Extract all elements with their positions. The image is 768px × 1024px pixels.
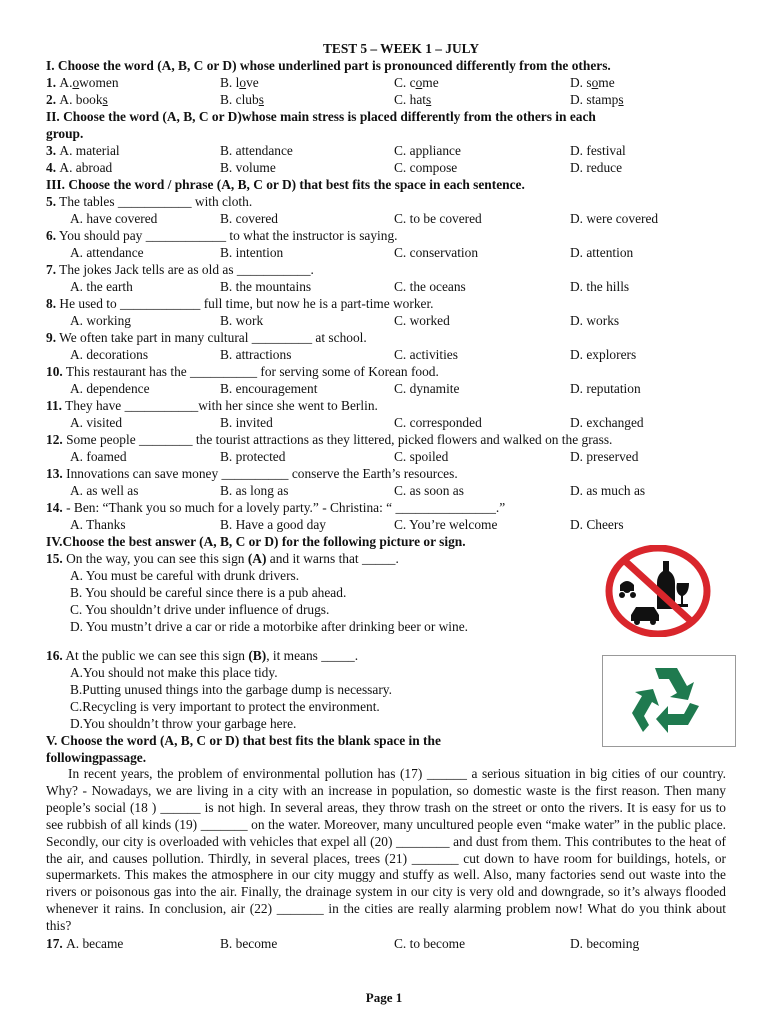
- question-stem: 9. We often take part in many cultural _________ at school.: [46, 330, 367, 345]
- answer-options: A. visited B. invited C. corresponded D. exchanged: [70, 415, 644, 430]
- answer-options: A. as well as B. as long as C. as soon as D. as much as: [70, 483, 646, 498]
- question-1: 1. A.owomen B. love C. come D. some: [46, 75, 615, 90]
- answer-options: A. decorations B. attractions C. activities D. explorers: [70, 347, 637, 362]
- section-2-heading: II. Choose the word (A, B, C or D)whose main stress is placed differently from the others in each group.: [46, 109, 596, 141]
- section-1-heading: I. Choose the word (A, B, C or D) whose underlined part is pronounced differently from the others.: [46, 58, 611, 73]
- recycling-sign-icon: [602, 655, 736, 747]
- question-stem: 11. They have ___________with her since she went to Berlin.: [46, 398, 378, 413]
- no-drink-driving-sign-icon: [605, 545, 711, 637]
- question-16-option: C.Recycling is very important to protect the environment.: [70, 699, 380, 714]
- question-stem: 6. You should pay ____________ to what the instructor is saying.: [46, 228, 398, 243]
- worksheet-page: [46, 40, 726, 952]
- section-4-heading: IV.Choose the best answer (A, B, C or D) for the following picture or sign.: [46, 534, 466, 549]
- page-footer: Page 1: [365, 990, 403, 1005]
- answer-options: A. foamed B. protected C. spoiled D. preserved: [70, 449, 639, 464]
- question-stem: 7. The jokes Jack tells are as old as ___________.: [46, 262, 314, 277]
- question-17: 17. A. became B. become C. to become D. becoming: [46, 936, 640, 952]
- question-15-option: A. You must be careful with drunk drivers.: [70, 568, 300, 583]
- answer-options: A. Thanks B. Have a good day C. You’re welcome D. Cheers: [70, 517, 624, 532]
- reading-passage: In recent years, the problem of environmental pollution has (17) ______ a serious situation in big cities of our country. Why? - Nowadays, we are living in a city with an increase in population, so domestic waste is the first reason. Then many people’s social (18 ) ______ is not high. In several areas, they throw trash on the street or onto the rivers. It is easy for us to see rubbish of all kinds (19) _______ on the water. Moreover, many uncultured people even “make water” in the public place. Secondly, our city is overloaded with vehicles that expel all (20) ________ and dust from them. This contributes to the heat of the air, and causes pollution. Thirdly, in several places, trees (21) _______ cut down to have room for buildings, hotels, or supermarkets. This makes the atmosphere in our city muggy and stuffy as well. Also, many factories send out waste into the rivers or poisonous gas into the air. Finally, the drainage system in our city is very old and downgrade, so it’s always flooded whenever it rains. In conclusion, air (22) _______ in the cities are really alarming problem now! What do you think about this?: [46, 766, 726, 934]
- page-title: TEST 5 – WEEK 1 – JULY: [322, 41, 480, 56]
- answer-options: A. dependence B. encouragement C. dynamite D. reputation: [70, 381, 641, 396]
- question-16-option: B.Putting unused things into the garbage dump is necessary.: [70, 682, 392, 697]
- question-15-option: D. You mustn’t drive a car or ride a motorbike after drinking beer or wine.: [70, 619, 469, 634]
- question-15-option: C. You shouldn’t drive under influence of drugs.: [70, 602, 330, 617]
- question-stem: 12. Some people ________ the tourist attractions as they littered, picked flowers and walked on the grass.: [46, 432, 613, 447]
- section-3-heading: III. Choose the word / phrase (A, B, C or D) that best fits the space in each sentence.: [46, 177, 525, 192]
- question-16-stem: 16. At the public we can see this sign (B), it means _____.: [46, 648, 359, 663]
- question-4: 4. A. abroad B. volume C. compose D. reduce: [46, 160, 623, 175]
- answer-options: A. working B. work C. worked D. works: [70, 313, 620, 328]
- question-stem: 13. Innovations can save money __________ conserve the Earth’s resources.: [46, 466, 458, 481]
- question-16-option: A.You should not make this place tidy.: [70, 665, 278, 680]
- answer-options: A. have covered B. covered C. to be covered D. were covered: [70, 211, 659, 226]
- question-15-option: B. You should be careful since there is a pub ahead.: [70, 585, 347, 600]
- answer-options: A. attendance B. intention C. conservation D. attention: [70, 245, 634, 260]
- question-stem: 14. - Ben: “Thank you so much for a lovely party.” - Christina: “ _______________.”: [46, 500, 506, 515]
- question-number: 1.: [46, 75, 57, 90]
- answer-options: A. the earth B. the mountains C. the oceans D. the hills: [70, 279, 630, 294]
- question-15-stem: 15. On the way, you can see this sign (A) and it warns that _____.: [46, 551, 399, 566]
- question-16-option: D.You shouldn’t throw your garbage here.: [70, 716, 297, 731]
- question-stem: 5. The tables ___________ with cloth.: [46, 194, 253, 209]
- question-3: 3. A. material B. attendance C. appliance D. festival: [46, 143, 626, 158]
- section-3-questions: [46, 193, 726, 533]
- question-2: 2. A. books B. clubs C. hats D. stamps: [46, 92, 624, 107]
- question-number: 2.: [46, 92, 57, 107]
- question-stem: 8. He used to ____________ full time, but now he is a part-time worker.: [46, 296, 434, 311]
- question-stem: 10. This restaurant has the __________ for serving some of Korean food.: [46, 364, 439, 379]
- section-5-heading: V. Choose the word (A, B, C or D) that best fits the blank space in the followingpassage.: [46, 733, 441, 765]
